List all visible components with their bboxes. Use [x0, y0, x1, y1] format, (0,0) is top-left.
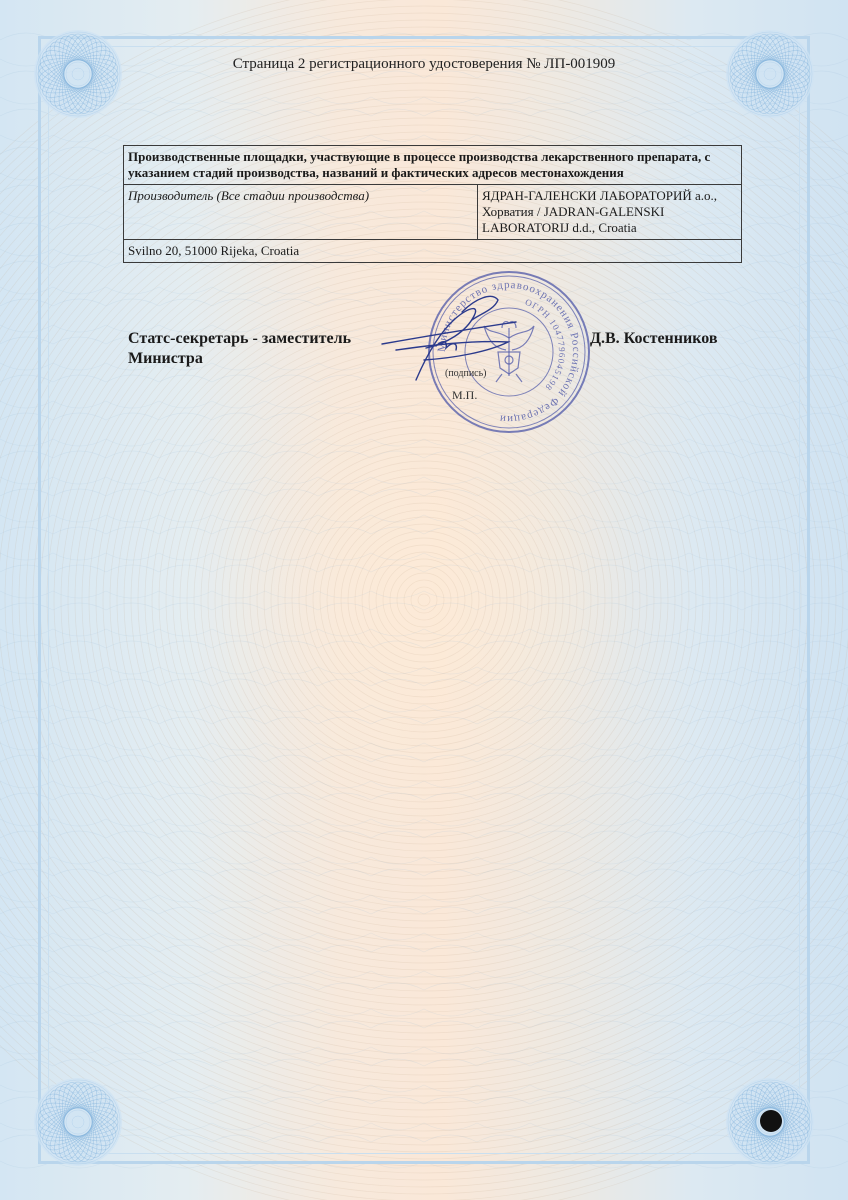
stamp-outer-text: Министерство здравоохранения Российской Федерации	[435, 278, 583, 426]
signature-caption: (подпись)	[445, 368, 487, 379]
stamp-inner-text: ОГРН 1047796045198	[523, 296, 568, 393]
page-title: Страница 2 регистрационного удостоверения № ЛП-001909	[232, 56, 616, 72]
seal-label: М.П.	[452, 388, 478, 402]
address-cell: Svilno 20, 51000 Rijeka, Croatia	[124, 240, 742, 263]
table-row	[124, 240, 742, 263]
production-sites-table	[123, 145, 742, 263]
position-line-2: Министра	[128, 350, 203, 367]
manufacturer-name-cell: ЯДРАН-ГАЛЕНСКИ ЛАБОРАТОРИЙ а.о., Хорватия / JADRAN-GALENSKI LABORATORIJ d.d., Croatia	[478, 185, 742, 240]
corner-rosette-icon	[30, 1074, 126, 1170]
signatory-position	[128, 329, 351, 369]
table-row	[124, 146, 742, 185]
punch-hole-icon	[760, 1110, 782, 1132]
position-line-1: Статс-секретарь - заместитель	[128, 330, 352, 347]
producer-role-cell: Производитель (Все стадии производства)	[124, 185, 478, 240]
table-row	[124, 185, 742, 240]
signatory-name: Д.В. Костенников	[590, 330, 718, 347]
corner-rosette-icon	[722, 26, 818, 122]
table-title-cell: Производственные площадки, участвующие в процессе производства лекарственного препарата, с указанием стадий производства, названий и фактических адресов местонахождения	[124, 146, 742, 185]
corner-rosette-icon	[30, 26, 126, 122]
